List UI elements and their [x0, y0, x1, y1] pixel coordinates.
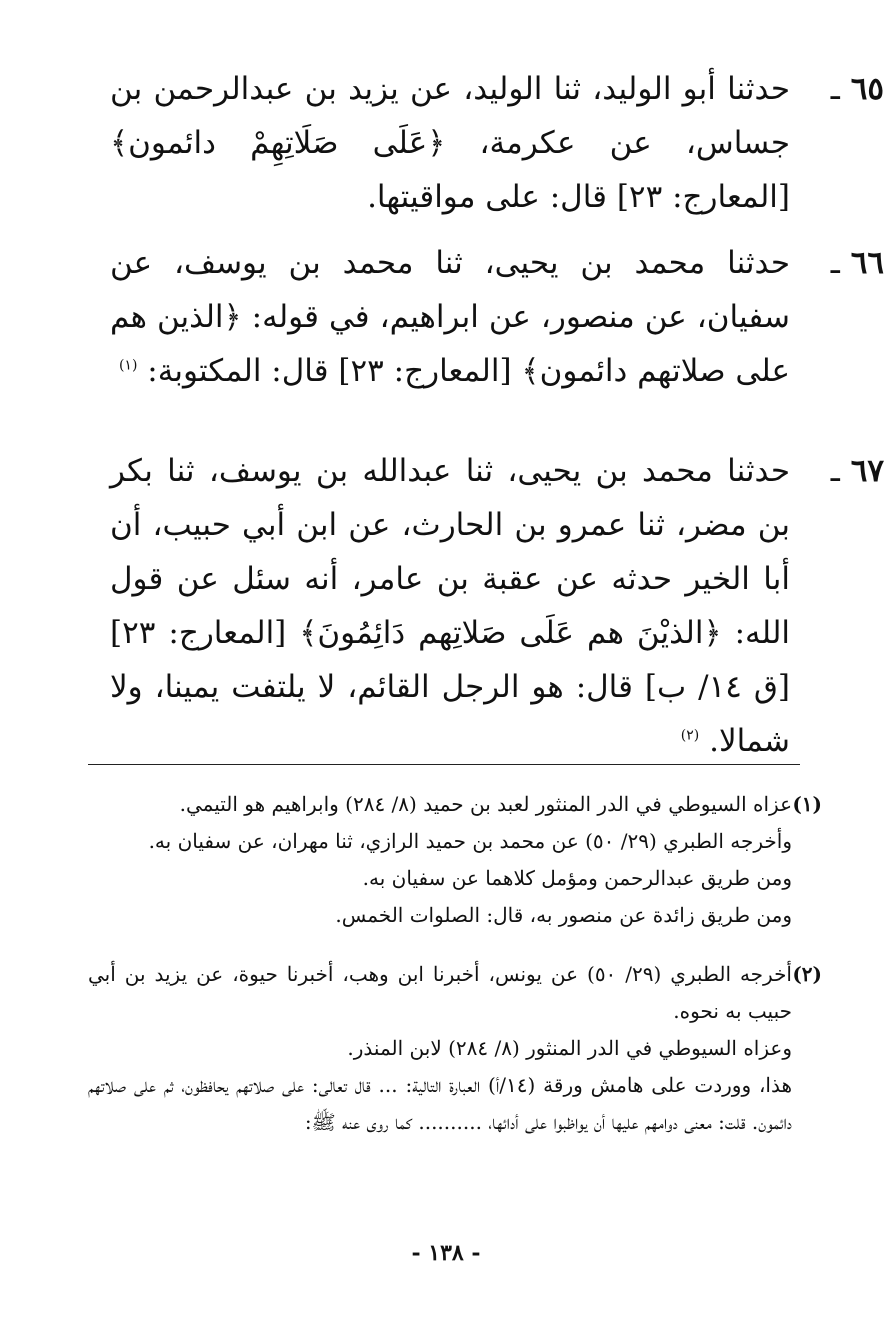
- hadith-text-66: [110, 236, 790, 398]
- footnote-line: عزاه السيوطي في الدر المنثور لعبد بن حميد (٨/ ٢٨٤) وابراهيم هو التيمي.: [179, 792, 792, 816]
- hadith-body: حدثنا محمد بن يحيى، ثنا محمد بن يوسف، عن سفيان، عن منصور، عن ابراهيم، في قوله: ﴿الذين هم على صلاتهم دائمون﴾ [المعارج: ٢٣] قال: المكتوبة:: [110, 245, 790, 389]
- hadith-number: ٦٧: [850, 453, 884, 489]
- footnote-line: ومن طريق زائدة عن منصور به، قال: الصلوات الخمس.: [335, 903, 792, 927]
- footnote-2: [88, 956, 792, 1141]
- hadith-number-65: [824, 62, 884, 116]
- footnote-divider: [88, 764, 800, 765]
- hadith-dash: ـ: [830, 453, 840, 489]
- hadith-number: ٦٦: [850, 245, 884, 281]
- hadith-body: حدثنا أبو الوليد، ثنا الوليد، عن يزيد بن عبدالرحمن بن جساس، عن عكرمة، ﴿عَلَى صَلَاتِهِمْ دائمون﴾ [المعارج: ٢٣] قال: على مواقيتها.: [110, 71, 790, 215]
- page-number: - ١٣٨ -: [411, 1240, 481, 1266]
- footnote-number-1: (١): [792, 792, 822, 816]
- footnote-line: وأخرجه الطبري (٢٩/ ٥٠) عن محمد بن حميد الرازي، ثنا مهران، عن سفيان به.: [148, 829, 792, 853]
- footnote-line: أخرجه الطبري (٢٩/ ٥٠) عن يونس، أخبرنا ابن وهب، أخبرنا حيوة، عن يزيد بن أبي حبيب به نحوه.: [88, 962, 792, 1023]
- hadith-number-66: [824, 236, 884, 290]
- hadith-number-67: [824, 444, 884, 498]
- hadith-body: حدثنا محمد بن يحيى، ثنا عبدالله بن يوسف، ثنا بكر بن مضر، ثنا عمرو بن الحارث، عن ابن أبي حبيب، أن أبا الخير حدثه عن عقبة بن عامر، أنه سئل عن قول الله: ﴿الذيْنَ هم عَلَى صَلاتِهم دَائِمُونَ﴾ [المعارج: ٢٣] [ق ١٤/ ب] قال: هو الرجل القائم، لا يلتفت يمينا، ولا شمالا.: [110, 453, 790, 759]
- hadith-number: ٦٥: [850, 71, 884, 107]
- hadith-text-65: [110, 62, 790, 224]
- footnote-1: [88, 786, 792, 934]
- footnote-ref-1[interactable]: (١): [118, 357, 138, 374]
- footnote-line: وعزاه السيوطي في الدر المنثور (٨/ ٢٨٤) لابن المنذر.: [347, 1036, 792, 1060]
- footnote-line: ومن طريق عبدالرحمن ومؤمل كلاهما عن سفيان به.: [362, 866, 792, 890]
- hadith-dash: ـ: [830, 71, 840, 107]
- hadith-dash: ـ: [830, 245, 840, 281]
- footnote-ref-2[interactable]: (٢): [680, 727, 700, 744]
- footnote-number-2: (٢): [792, 962, 822, 986]
- hadith-text-67: [110, 444, 790, 768]
- footnote-line: هذا، ووردت على هامش ورقة (١٤/أ) العبارة التالية: ... قال تعالى: على صلاتهم يحافظون، ثم على صلاتهم دائمون. قلت: معنى دوامهم عليها أن يواظبوا على أدائها، .......... كما روى عنه ﷺ:: [88, 1073, 793, 1134]
